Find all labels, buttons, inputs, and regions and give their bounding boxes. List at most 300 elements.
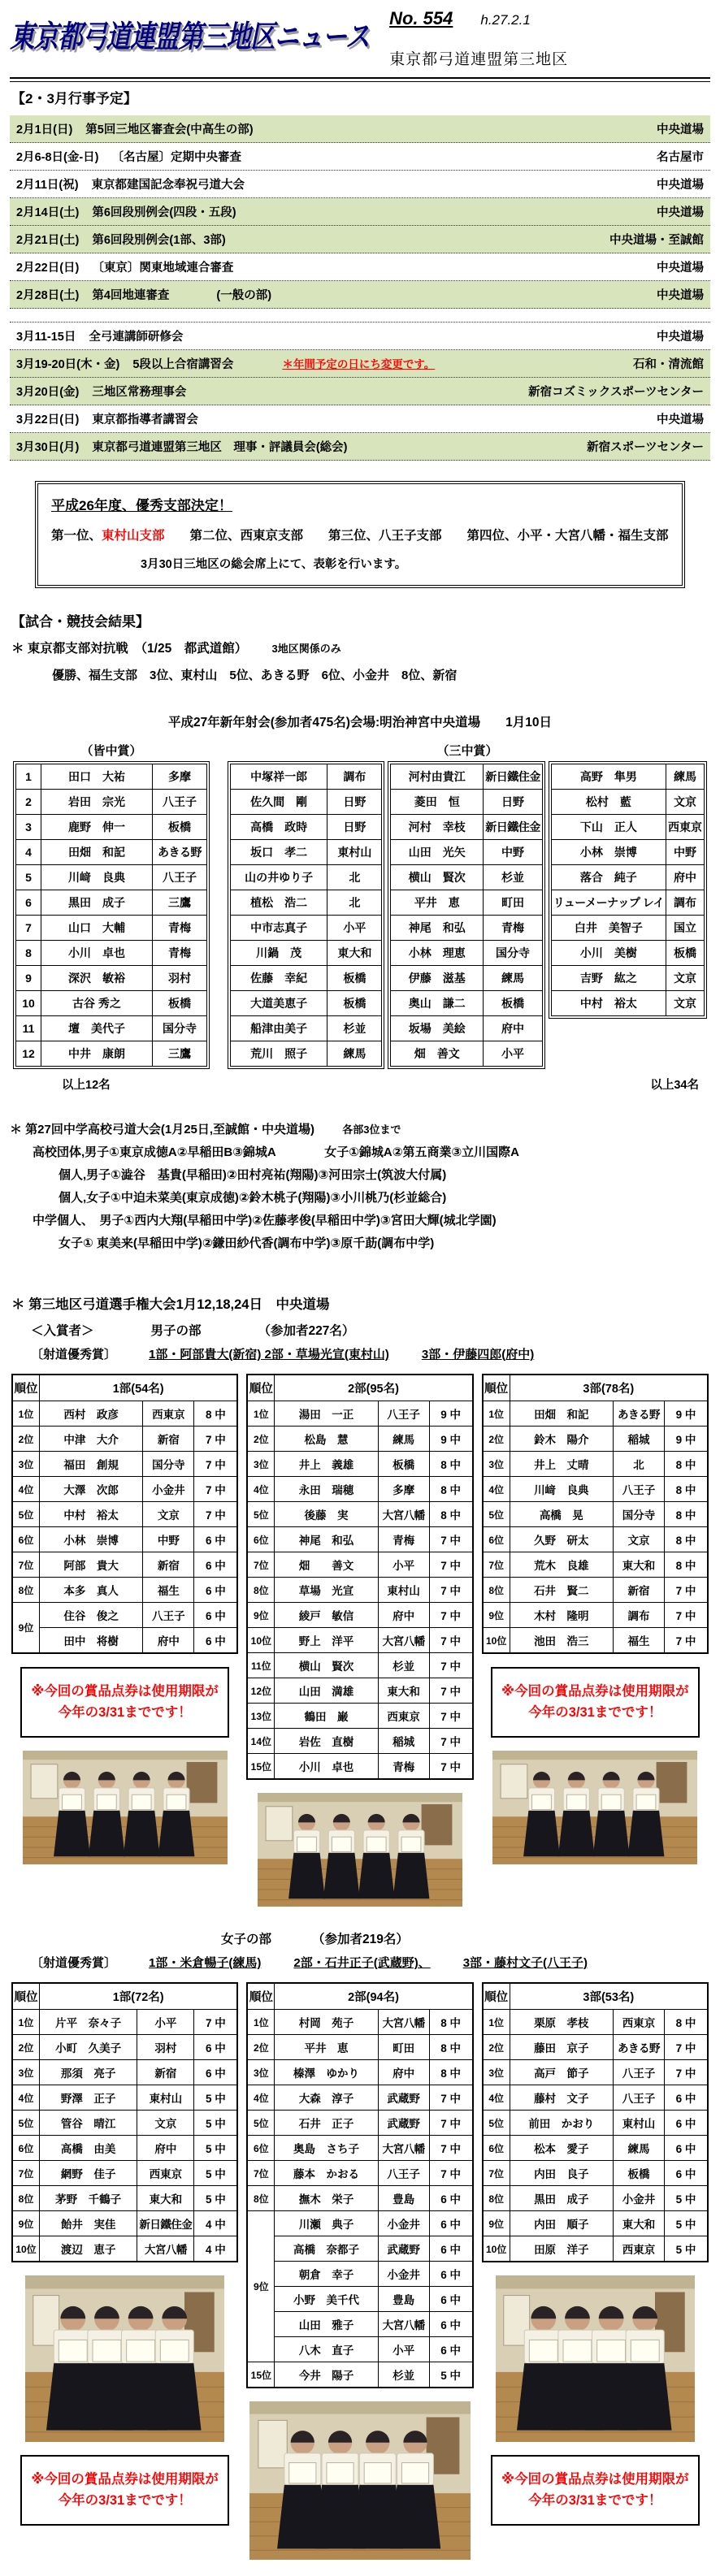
prize-ticket-notice-text: ※今回の賞品点券は使用期限が今年の3/31までです！: [31, 2472, 219, 2508]
results-header-row: [247, 1983, 472, 2010]
men-participants: （参加者227名）: [258, 1324, 355, 1338]
result-rank: 8位: [247, 2186, 275, 2211]
schedule-row: [10, 171, 710, 198]
schedule-row-left: [16, 203, 236, 220]
prize-name: 黒田 成子: [41, 890, 153, 916]
prize-name: 菱田 恒: [391, 790, 484, 815]
schedule-row: [10, 350, 710, 378]
result-hits: 8 中: [664, 1477, 708, 1502]
prize-name: 古谷 秀之: [41, 991, 153, 1016]
prize-branch: 杉並: [484, 865, 543, 890]
result-name: 井上 丈晴: [510, 1452, 613, 1477]
kaichu-footer: 以上12名: [62, 1079, 111, 1092]
result-name: 本多 真人: [40, 1578, 143, 1603]
result-branch: 新宿: [143, 1427, 194, 1452]
result-hits: 7 中: [194, 1502, 238, 1527]
sanchu-row: [231, 790, 382, 815]
prize-name: 大道美恵子: [231, 991, 327, 1016]
result-name: 管谷 晴江: [40, 2111, 137, 2136]
result-name: 石井 賢二: [510, 1578, 613, 1603]
result-rank: 8位: [12, 2186, 40, 2211]
result-hits: 8 中: [664, 1452, 708, 1477]
result-row: [12, 1477, 237, 1502]
organization-name: 東京都弓道連盟第三地区: [389, 51, 569, 68]
sanchu-table-border: [549, 761, 707, 1019]
result-hits: 6 中: [194, 1527, 238, 1552]
result-branch: 大宮八幡: [378, 1502, 429, 1527]
result-branch: 板橋: [613, 2161, 664, 2186]
kaichu-row: [16, 1016, 207, 1041]
sanchu-row: [551, 764, 704, 790]
result-hits: 9 中: [664, 1427, 708, 1452]
result-name: 鶴田 巌: [275, 1704, 378, 1729]
result-name: 草場 光宣: [275, 1578, 378, 1603]
sanchu-footer: 以上34名: [650, 1079, 699, 1092]
result-name: 小川 卓也: [275, 1754, 378, 1780]
part-header: 2部(94名): [275, 1983, 473, 2010]
result-name: 田原 洋子: [510, 2236, 613, 2262]
prize-rank: 4: [16, 840, 41, 865]
result-hits: 6 中: [664, 2136, 708, 2161]
issue-number: No. 554: [389, 8, 453, 28]
result-name: 飴井 実佳: [40, 2211, 137, 2236]
event-date: 2月1日(日): [16, 123, 73, 136]
prize-name: 中塚祥一郎: [231, 764, 327, 790]
result-row: [247, 2236, 472, 2262]
kaichu-caption: （皆中賞）: [80, 744, 142, 758]
result-row: [483, 1452, 708, 1477]
result-branch: 八王子: [378, 2161, 429, 2186]
result-hits: 6 中: [194, 1552, 238, 1578]
sanchu-row: [231, 840, 382, 865]
result-rank: 5位: [483, 2111, 510, 2136]
prize-branch: 板橋: [484, 991, 543, 1016]
result-branch: 大宮八幡: [378, 1628, 429, 1653]
result-branch: 稲城: [613, 1427, 664, 1452]
result-rank: 3位: [12, 1452, 40, 1477]
result-row: [247, 1578, 472, 1603]
result-hits: 6 中: [194, 2060, 238, 2085]
result-branch: 多摩: [378, 1477, 429, 1502]
result-hits: 8 中: [429, 2060, 473, 2085]
result-row: [247, 2362, 472, 2388]
result-row: [12, 2111, 237, 2136]
women-shado-line: [31, 1954, 710, 1971]
result-hits: 7 中: [429, 2136, 473, 2161]
result-row: [12, 2161, 237, 2186]
event-venue: 中央道場: [657, 331, 704, 344]
result-branch: 練馬: [378, 1427, 429, 1452]
result-name: 八木 直子: [275, 2337, 378, 2362]
result-hits: 5 中: [664, 2236, 708, 2262]
result-row: [247, 1452, 472, 1477]
result-row: [483, 2211, 708, 2236]
sanchu-row: [391, 991, 542, 1016]
result-row: [483, 2136, 708, 2161]
result-row: [12, 1452, 237, 1477]
result-name: 阿部 貴大: [40, 1552, 143, 1578]
result-hits: 7 中: [429, 1754, 473, 1780]
women-shado-items: [149, 1954, 588, 1971]
men-results: [11, 1374, 709, 1907]
schedule-row: [10, 143, 710, 171]
result-branch: 八王子: [613, 2060, 664, 2085]
result-branch: 府中: [378, 2060, 429, 2085]
men-winners-photo-3: [492, 1751, 697, 1864]
sanchu-row: [391, 840, 542, 865]
prize-name: 高野 隼男: [551, 764, 666, 790]
result-branch: 小平: [378, 2337, 429, 2362]
award-rank-text: 第一位、: [51, 529, 102, 543]
event-venue: 新宿コズミックスポーツセンター: [528, 386, 704, 399]
prize-branch: 八王子: [153, 865, 207, 890]
prize-rank: 1: [16, 764, 41, 790]
result-hits: 6 中: [664, 2161, 708, 2186]
result-branch: 文京: [613, 1527, 664, 1552]
schedule-row-left: [16, 231, 226, 248]
result-name: 藤田 京子: [510, 2035, 613, 2060]
result-name: 畑 善文: [275, 1552, 378, 1578]
event-venue: 中央道場: [657, 413, 704, 426]
prize-branch: 板橋: [327, 966, 382, 991]
prize-name: 平井 恵: [391, 890, 484, 916]
taikou-title: [11, 639, 710, 656]
event-name: 第6回段別例会(四段・五段): [92, 206, 236, 219]
rank-column-header: 順位: [12, 1375, 40, 1401]
prize-name: 下山 正人: [551, 815, 666, 840]
sanchu-row: [391, 966, 542, 991]
result-row: [247, 2010, 472, 2035]
prize-ticket-notice: [491, 2455, 700, 2526]
result-rank: 9位: [12, 2211, 40, 2236]
result-rank: 4位: [12, 2085, 40, 2111]
result-rank: 2位: [247, 2035, 275, 2060]
prize-branch: あきる野: [153, 840, 207, 865]
rank-column-header: 順位: [12, 1983, 40, 2010]
result-branch: 豊島: [378, 2186, 429, 2211]
part-header: 2部(95名): [275, 1375, 473, 1401]
result-branch: 町田: [378, 2035, 429, 2060]
event-name: 〔名古屋〕定期中央審査: [111, 151, 242, 164]
result-hits: 6 中: [429, 2186, 473, 2211]
result-rank: 5位: [12, 2111, 40, 2136]
sanchu-row: [231, 890, 382, 916]
prize-rank: 7: [16, 916, 41, 941]
schedule-row: [10, 323, 710, 350]
result-hits: 8 中: [664, 2010, 708, 2035]
prize-name: リューメーナップ レイ: [551, 890, 666, 916]
prize-branch: 板橋: [153, 991, 207, 1016]
result-rank: 10位: [12, 2236, 40, 2262]
result-name: 久野 研太: [510, 1527, 613, 1552]
event-venue: 石和・清流館: [633, 358, 704, 371]
prize-name: 奥山 謙二: [391, 991, 484, 1016]
result-name: 西村 政彦: [40, 1401, 143, 1427]
prize-branch: 国立: [666, 916, 705, 941]
shado-award-winner: 2部・石井正子(武蔵野)、: [293, 1956, 431, 1970]
shado-award-winner: 1部・米倉暢子(練馬): [149, 1956, 262, 1970]
result-rank: 3位: [12, 2060, 40, 2085]
rank-column-header: 順位: [483, 1983, 510, 2010]
result-branch: 小金井: [378, 2211, 429, 2236]
prize-branch: 羽村: [153, 966, 207, 991]
kaichu-row: [16, 890, 207, 916]
prize-name: 山口 大輔: [41, 916, 153, 941]
result-name: 川瀬 典子: [275, 2211, 378, 2236]
result-rank: 8位: [483, 1578, 510, 1603]
result-name: 中村 裕太: [40, 1502, 143, 1527]
kaichu-row: [16, 941, 207, 966]
first-place-branch: 東村山支部: [102, 529, 165, 543]
result-branch: あきる野: [613, 2035, 664, 2060]
result-name: 網野 佳子: [40, 2161, 137, 2186]
result-row: [247, 2085, 472, 2111]
result-rank: 3位: [483, 1452, 510, 1477]
result-branch: 東村山: [378, 1578, 429, 1603]
result-branch: 武蔵野: [378, 2085, 429, 2111]
men-column-1: [11, 1374, 238, 1864]
schedule-row: [10, 405, 710, 433]
prize-name: 壇 美代子: [41, 1016, 153, 1041]
prize-branch: 練馬: [484, 966, 543, 991]
result-rank: 9位: [12, 1603, 40, 1654]
result-hits: 6 中: [194, 1578, 238, 1603]
schedule-row: [10, 281, 710, 309]
result-name: 後藤 実: [275, 1502, 378, 1527]
prize-branch: 三鷹: [153, 1041, 207, 1067]
result-branch: 大宮八幡: [378, 2010, 429, 2035]
shado-award-winner: 3部・藤村文子(八王子): [462, 1956, 588, 1970]
event-name: 東京都弓道連盟第三地区 理事・評議員会(総会): [92, 441, 348, 454]
result-rank: 1位: [247, 2010, 275, 2035]
senshuken-title: ＊ 第三地区弓道選手権大会1月12,18,24日 中央道場: [11, 1297, 330, 1312]
result-rank: 5位: [247, 1502, 275, 1527]
prize-branch: 西東京: [666, 815, 705, 840]
schedule-row: [10, 378, 710, 405]
award-line3: 3月30日三地区の総会席上にて、表彰を行います。: [141, 558, 407, 571]
event-date: 3月11-15日: [16, 331, 76, 344]
result-row: [483, 1628, 708, 1654]
result-hits: 8 中: [429, 1502, 473, 1527]
sanchu-caption: （三中賞）: [436, 744, 498, 758]
result-rank: 5位: [247, 2111, 275, 2136]
prize-branch: 青梅: [153, 916, 207, 941]
result-rank: 6位: [483, 1527, 510, 1552]
event-venue: 中央道場: [657, 123, 704, 136]
event-date: 3月20日(金): [16, 386, 80, 399]
prize-branch: 文京: [666, 790, 705, 815]
prize-branch: 国分寺: [153, 1016, 207, 1041]
women-division-label: 女子の部: [221, 1933, 272, 1946]
event-venue: 中央道場: [657, 179, 704, 192]
prize-branch: 日野: [327, 815, 382, 840]
sanchu-row: [231, 941, 382, 966]
prize-rank: 8: [16, 941, 41, 966]
result-row: [247, 2161, 472, 2186]
chugaku-result-line: 個人,男子①澁谷 基貴(早稲田)②田村亮祐(翔陽)③河田宗士(筑波大付属): [59, 1168, 447, 1182]
sanchu-row: [551, 966, 704, 991]
result-name: 野澤 正子: [40, 2085, 137, 2111]
prize-name: 吉野 紘之: [551, 966, 666, 991]
prize-branch: 小平: [327, 916, 382, 941]
result-row: [247, 2136, 472, 2161]
result-hits: 6 中: [429, 2211, 473, 2236]
sanchu-row: [551, 991, 704, 1016]
women-participants: （参加者219名）: [312, 1933, 409, 1946]
event-date: 2月21日(土): [16, 234, 80, 247]
men-column-3: [482, 1374, 709, 1864]
part-header: 3部(78名): [510, 1375, 708, 1401]
result-hits: 7 中: [429, 1704, 473, 1729]
result-name: 藤本 かおる: [275, 2161, 378, 2186]
prize-branch: 小平: [484, 1041, 543, 1067]
result-branch: 西東京: [613, 2010, 664, 2035]
result-branch: 東大和: [137, 2186, 194, 2211]
prize-branch: 調布: [666, 890, 705, 916]
event-date: 3月22日(日): [16, 413, 80, 426]
chugaku-title-note: 各部3位まで: [342, 1123, 401, 1136]
prize-name: 白井 美智子: [551, 916, 666, 941]
result-hits: 7 中: [429, 1628, 473, 1653]
result-row: [247, 1653, 472, 1678]
prize-branch: 練馬: [666, 764, 705, 790]
result-row: [12, 1552, 237, 1578]
prize-branch: 青梅: [484, 916, 543, 941]
prize-rank: 3: [16, 815, 41, 840]
result-row: [12, 2085, 237, 2111]
result-row: [483, 2010, 708, 2035]
result-row: [12, 2035, 237, 2060]
entrants-label: ＜入賞者＞: [31, 1324, 94, 1338]
results-header-row: [247, 1375, 472, 1401]
men-winners-photo-2: [258, 1793, 462, 1907]
sanchu-row: [231, 764, 382, 790]
prize-name: 田畑 和記: [41, 840, 153, 865]
result-hits: 8 中: [664, 1552, 708, 1578]
result-row: [247, 1628, 472, 1653]
result-branch: 小金井: [378, 2262, 429, 2287]
result-rank: 10位: [247, 1628, 275, 1653]
result-branch: 東大和: [613, 2211, 664, 2236]
prize-name: 山の井ゆり子: [231, 865, 327, 890]
result-name: 小町 久美子: [40, 2035, 137, 2060]
prize-ticket-notice-text: ※今回の賞品点券は使用期限が今年の3/31までです！: [31, 1684, 219, 1720]
event-venue: 中央道場: [657, 289, 704, 302]
result-branch: 西東京: [378, 1704, 429, 1729]
result-name: 永田 瑞穂: [275, 1477, 378, 1502]
women-column-2: [246, 1982, 473, 2560]
championship-results-table: [246, 1982, 473, 2388]
schedule-row-left: [16, 120, 254, 137]
sanchu-column: [388, 761, 544, 1069]
event-name: 第4回地連審査 (一般の部): [92, 289, 272, 302]
result-name: 高橋 由美: [40, 2136, 137, 2161]
result-name: 川﨑 良典: [510, 1477, 613, 1502]
chugaku-result-line: 女子① 東美来(早稲田中学)②鎌田紗代香(調布中学)③原千莇(調布中学): [59, 1236, 435, 1250]
result-rank: 2位: [12, 2035, 40, 2060]
result-hits: 6 中: [429, 2262, 473, 2287]
prize-rank: 6: [16, 890, 41, 916]
result-name: 中津 大介: [40, 1427, 143, 1452]
result-branch: 豊島: [378, 2287, 429, 2312]
result-name: 高橋 奈都子: [275, 2236, 378, 2262]
result-row: [483, 2111, 708, 2136]
shado-award-winner: 1部・阿部貴大(新宿) 2部・草場光宣(東村山): [149, 1348, 389, 1362]
result-hits: 9 中: [429, 1427, 473, 1452]
result-branch: 小平: [137, 2010, 194, 2035]
result-hits: 6 中: [664, 2085, 708, 2111]
results-header-row: [12, 1983, 237, 2010]
prize-ticket-notice: [20, 1667, 229, 1738]
result-rank: 1位: [12, 1401, 40, 1427]
result-rank: 4位: [12, 1477, 40, 1502]
result-branch: 武蔵野: [378, 2236, 429, 2262]
result-rank: 7位: [483, 1552, 510, 1578]
result-name: 田中 将樹: [40, 1628, 143, 1654]
result-name: 湯田 一正: [275, 1401, 378, 1427]
result-name: 平井 恵: [275, 2035, 378, 2060]
result-name: 茅野 千鶴子: [40, 2186, 137, 2211]
result-name: 高橋 晃: [510, 1502, 613, 1527]
prize-branch: 府中: [484, 1016, 543, 1041]
result-rank: 8位: [247, 1578, 275, 1603]
result-rank: 9位: [247, 2211, 275, 2362]
result-row: [12, 2060, 237, 2085]
result-name: 渡辺 恵子: [40, 2236, 137, 2262]
sanchu-row: [391, 815, 542, 840]
prize-branch: 練馬: [327, 1041, 382, 1067]
event-date: 2月11日(祝): [16, 179, 79, 192]
sanchu-column: [549, 761, 707, 1019]
prize-rank: 12: [16, 1041, 41, 1067]
prize-branch: 日野: [327, 790, 382, 815]
prize-name: 川鍋 茂: [231, 941, 327, 966]
sanchu-column: [228, 761, 384, 1069]
sanchu-table: [230, 764, 382, 1067]
prize-branch: 町田: [484, 890, 543, 916]
result-name: 高戸 節子: [510, 2060, 613, 2085]
results-heading: 【試合・競技会結果】: [11, 614, 150, 630]
result-hits: 6 中: [429, 2312, 473, 2337]
sanchu-row: [551, 865, 704, 890]
result-rank: 8位: [483, 2186, 510, 2211]
prize-branch: 調布: [327, 764, 382, 790]
prize-branch: 中野: [484, 840, 543, 865]
result-branch: 西東京: [137, 2161, 194, 2186]
result-hits: 8 中: [664, 1502, 708, 1527]
schedule-row: [10, 115, 710, 143]
sanchu-table-border: [228, 761, 384, 1069]
result-hits: 7 中: [429, 1578, 473, 1603]
result-hits: 5 中: [664, 2186, 708, 2211]
prize-name: 坂場 美絵: [391, 1016, 484, 1041]
result-row: [483, 2060, 708, 2085]
prize-name: 田口 大祐: [41, 764, 153, 790]
prize-name: 小川 卓也: [41, 941, 153, 966]
result-hits: 5 中: [194, 2085, 238, 2111]
result-row: [483, 1527, 708, 1552]
result-rank: 10位: [483, 1628, 510, 1654]
prize-branch: 北: [327, 890, 382, 916]
women-winners-photo-2: [249, 2401, 471, 2560]
result-rank: 7位: [247, 2161, 275, 2186]
result-rank: 4位: [247, 1477, 275, 1502]
chugaku-result-line: 高校団体,男子①東京成徳A②早稲田B③錦城A 女子①錦城A②第五商業③立川国際A: [33, 1145, 519, 1159]
prize-ticket-notice: [20, 2455, 229, 2526]
result-row: [247, 1754, 472, 1780]
result-row: [12, 1502, 237, 1527]
kaichu-column: [13, 742, 210, 1093]
